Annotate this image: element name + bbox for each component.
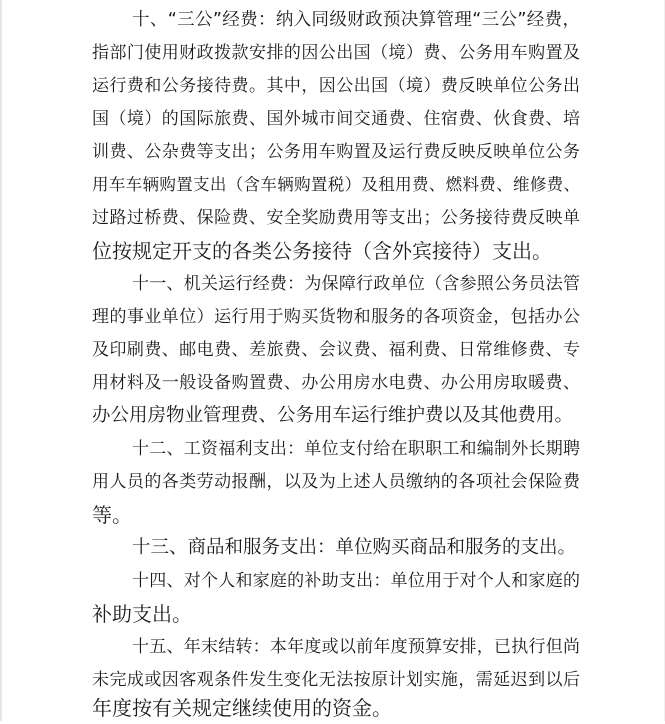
text-line: 国（境）的国际旅费、国外城市间交通费、住宿费、伙食费、培: [92, 109, 580, 129]
text-line: 过路过桥费、保险费、安全奖励费用等支出；公务接待费反映单: [92, 208, 580, 228]
text-line: 及印刷费、邮电费、差旅费、会议费、福利费、日常维修费、专: [92, 340, 580, 360]
text-line: 用车车辆购置支出（含车辆购置税）及租用费、燃料费、维修费、: [92, 175, 580, 194]
text-line: 用人员的各类劳动报酬，以及为上述人员缴纳的各项社会保险费: [92, 472, 580, 492]
text-line: 十三、商品和服务支出：单位购买商品和服务的支出。: [132, 537, 577, 558]
text-line: 理的事业单位）运行用于购买货物和服务的各项资金，包括办公: [92, 307, 580, 327]
text-line: 未完成或因客观条件发生变化无法按原计划实施，需延迟到以后: [92, 670, 580, 690]
text-line: 位按规定开支的各类公务接待（含外宾接待）支出。: [92, 239, 552, 263]
text-line: 十二、工资福利支出：单位支付给在职职工和编制外长期聘: [132, 439, 580, 459]
text-line: 十四、对个人和家庭的补助支出：单位用于对个人和家庭的: [132, 571, 580, 591]
text-line: 十五、年末结转：本年度或以前年度预算安排，已执行但尚: [132, 637, 580, 657]
text-line: 年度按有关规定继续使用的资金。: [92, 696, 392, 720]
text-line: 补助支出。: [92, 602, 192, 626]
text-line: 运行费和公务接待费。其中，因公出国（境）费反映单位公务出: [92, 76, 580, 96]
text-line: 指部门使用财政拨款安排的因公出国（境）费、公务用车购置及: [92, 43, 580, 63]
text-line: 等。: [92, 503, 132, 527]
text-line: 办公用房物业管理费、公务用车运行维护费以及其他费用。: [92, 405, 574, 426]
text-line: 十、“三公”经费：纳入同级财政预决算管理“三公”经费，: [132, 10, 580, 30]
text-line: 十一、机关运行经费：为保障行政单位（含参照公务员法管: [132, 274, 580, 294]
text-line: 用材料及一般设备购置费、办公用房水电费、办公用房取暖费、: [92, 373, 580, 393]
text-line: 训费、公杂费等支出；公务用车购置及运行费反映反映单位公务: [92, 142, 580, 162]
